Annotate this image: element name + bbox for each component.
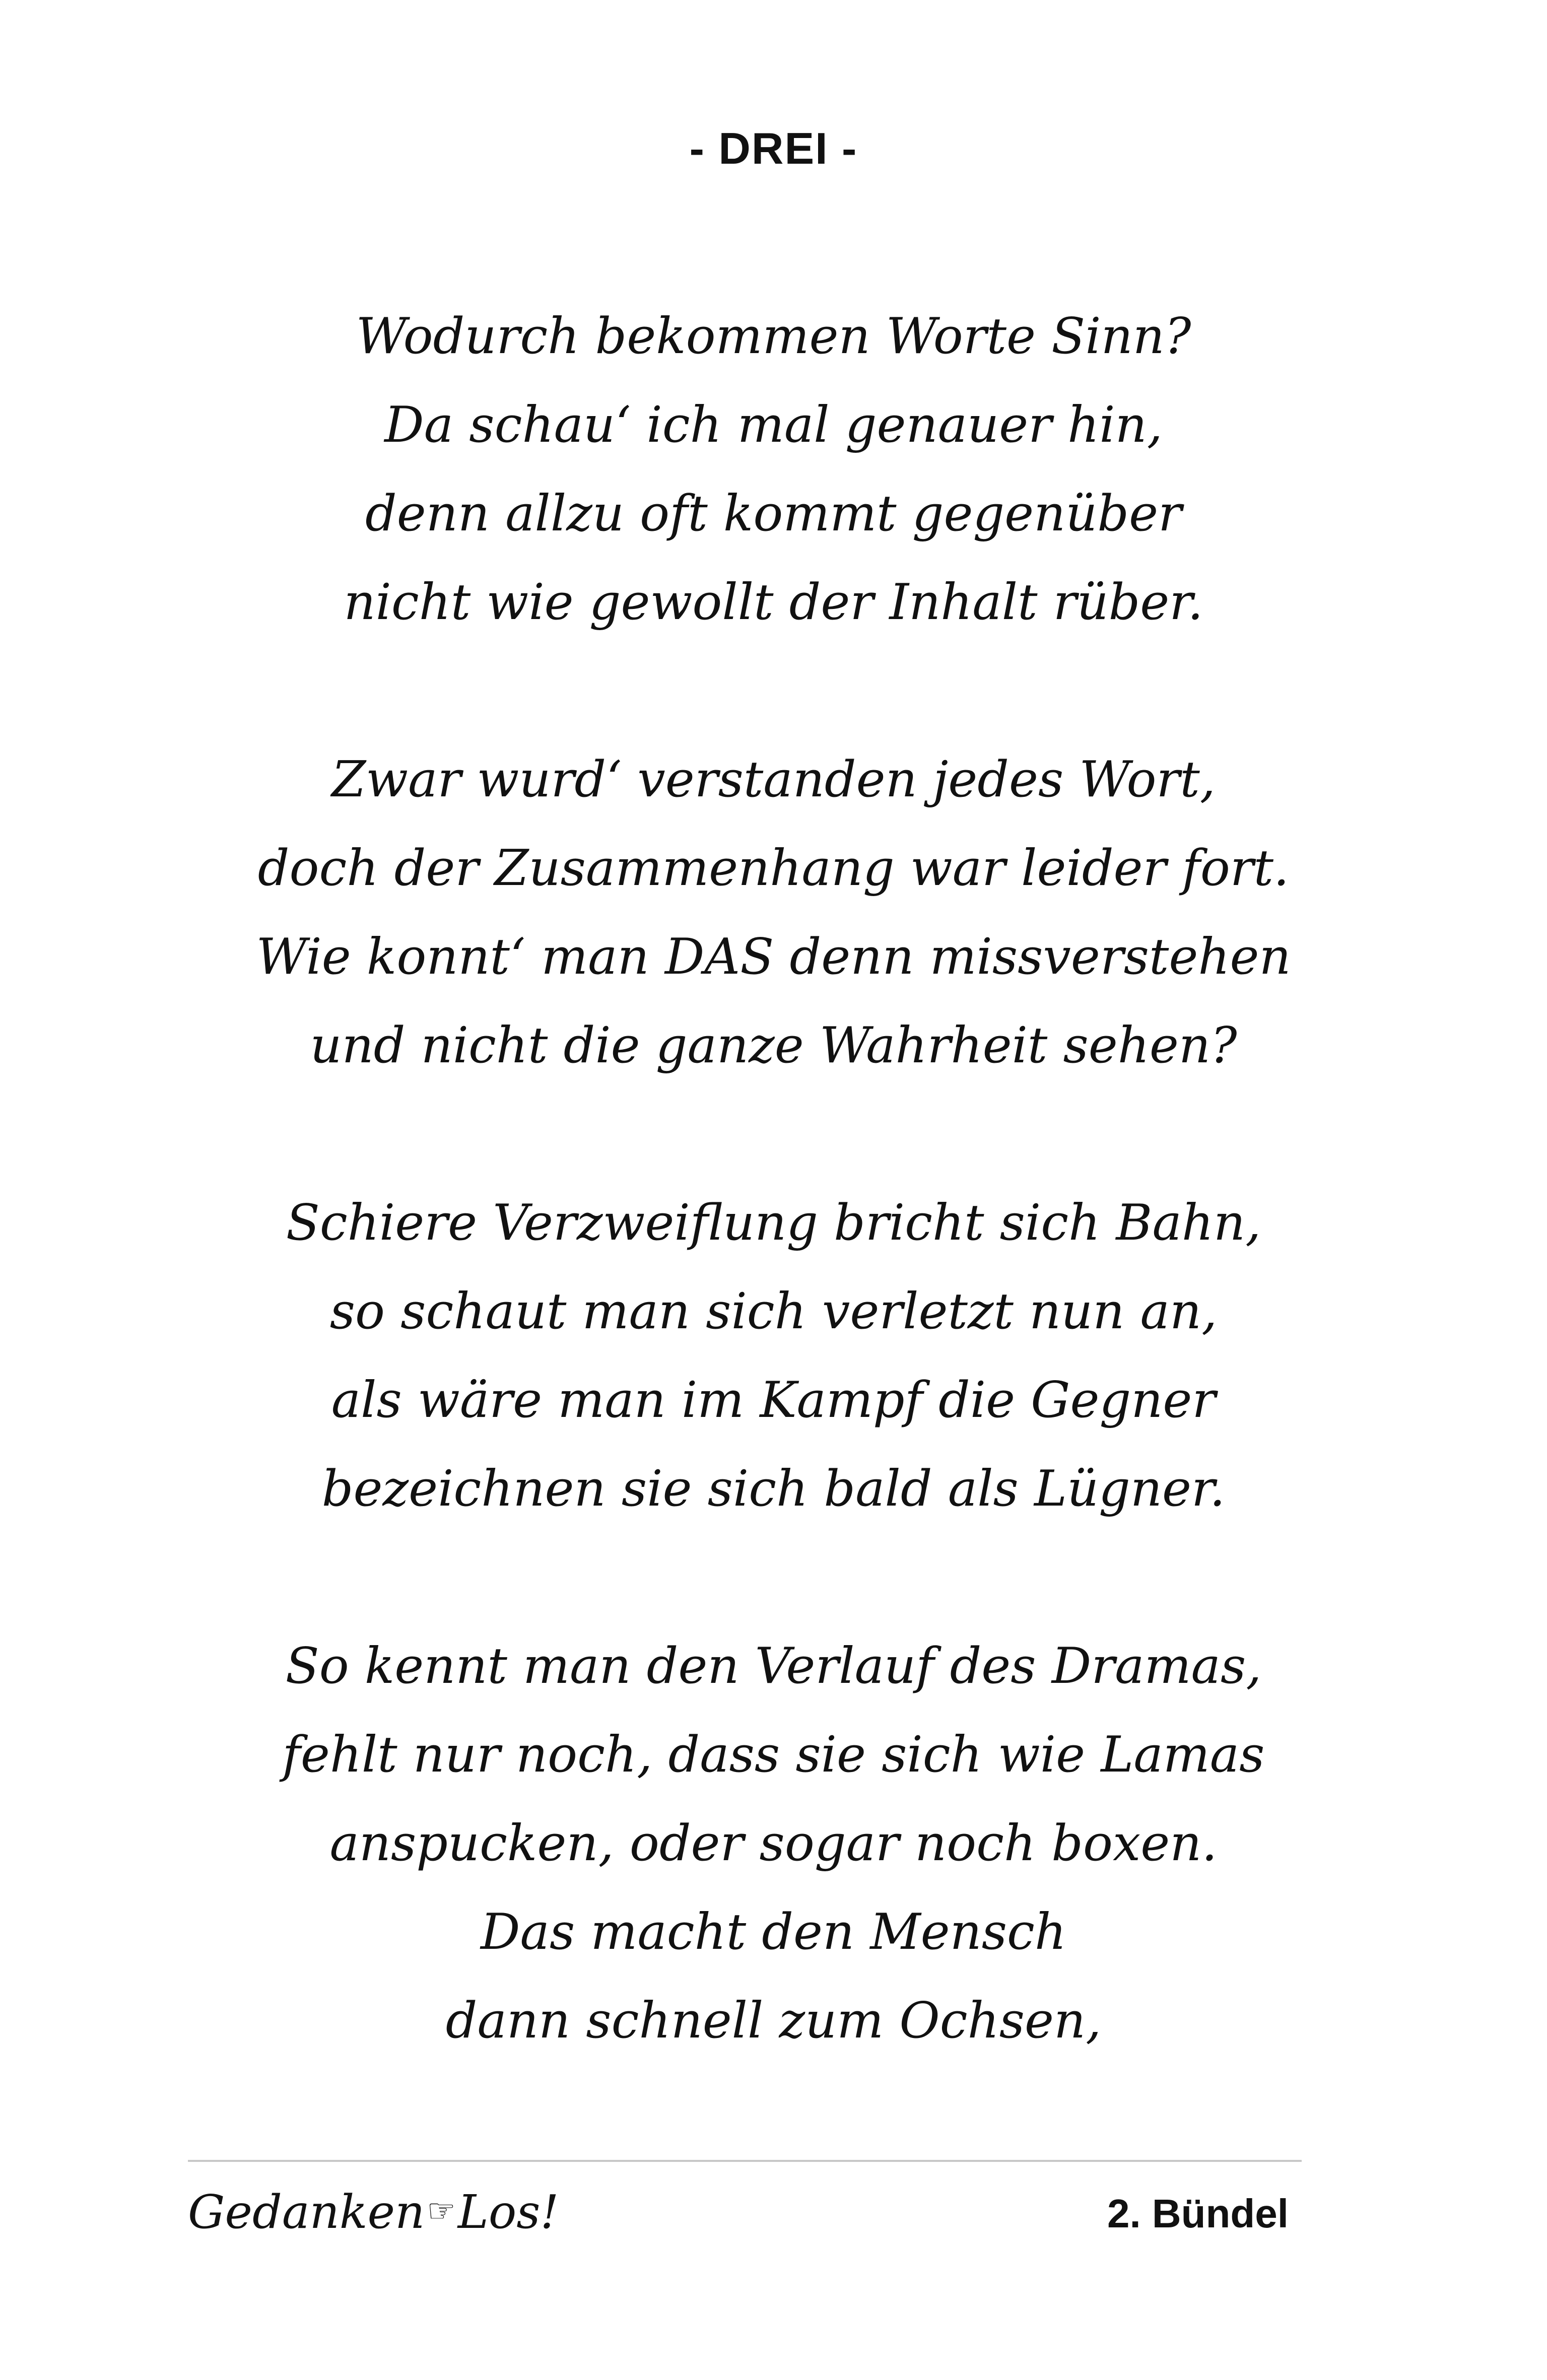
poem-line: Schiere Verzweiflung bricht sich Bahn,: [286, 1194, 1261, 1252]
poem-line: So kennt man den Verlauf des Dramas,: [285, 1638, 1262, 1695]
poem-line: Das macht den Mensch: [480, 1903, 1067, 1961]
poem-line: bezeichnen sie sich bald als Lügner.: [321, 1460, 1226, 1518]
volume-label: 2. Bündel: [1107, 2191, 1289, 2236]
poem-line: und nicht die ganze Wahrheit sehen?: [310, 1017, 1237, 1074]
poem-line: anspucken, oder sogar noch boxen.: [329, 1815, 1218, 1872]
stanza-1: [0, 292, 1547, 647]
poem-line: als wäre man im Kampf die Gegner: [331, 1372, 1216, 1429]
poem-body: [0, 292, 1547, 2065]
book-title: [188, 2181, 559, 2242]
book-title-word-2: Los!: [457, 2185, 559, 2239]
poem-line: Wodurch bekommen Worte Sinn?: [356, 308, 1191, 365]
stanza-3: [0, 1179, 1547, 1533]
poem-line: doch der Zusammenhang war leider fort.: [257, 840, 1290, 897]
poem-line: dann schnell zum Ochsen,: [445, 1992, 1102, 2050]
poem-line: Da schau‘ ich mal genauer hin,: [384, 396, 1163, 454]
poem-line: Zwar wurd‘ verstanden jedes Wort,: [331, 751, 1216, 808]
stanza-4: [0, 1622, 1547, 2065]
footer-divider: [188, 2160, 1302, 2162]
poem-line: fehlt nur noch, dass sie sich wie Lamas: [282, 1726, 1265, 1784]
pointing-hand-icon: ☞: [427, 2193, 456, 2230]
stanza-2: [0, 735, 1547, 1090]
poem-title: - DREI -: [689, 123, 858, 173]
poem-line: nicht wie gewollt der Inhalt rüber.: [344, 574, 1203, 631]
poem-line: denn allzu oft kommt gegenüber: [365, 485, 1182, 542]
poem-line: Wie konnt‘ man DAS denn missverstehen: [256, 928, 1291, 986]
book-title-word-1: Gedanken: [188, 2185, 425, 2239]
poem-line: so schaut man sich verletzt nun an,: [329, 1283, 1218, 1340]
